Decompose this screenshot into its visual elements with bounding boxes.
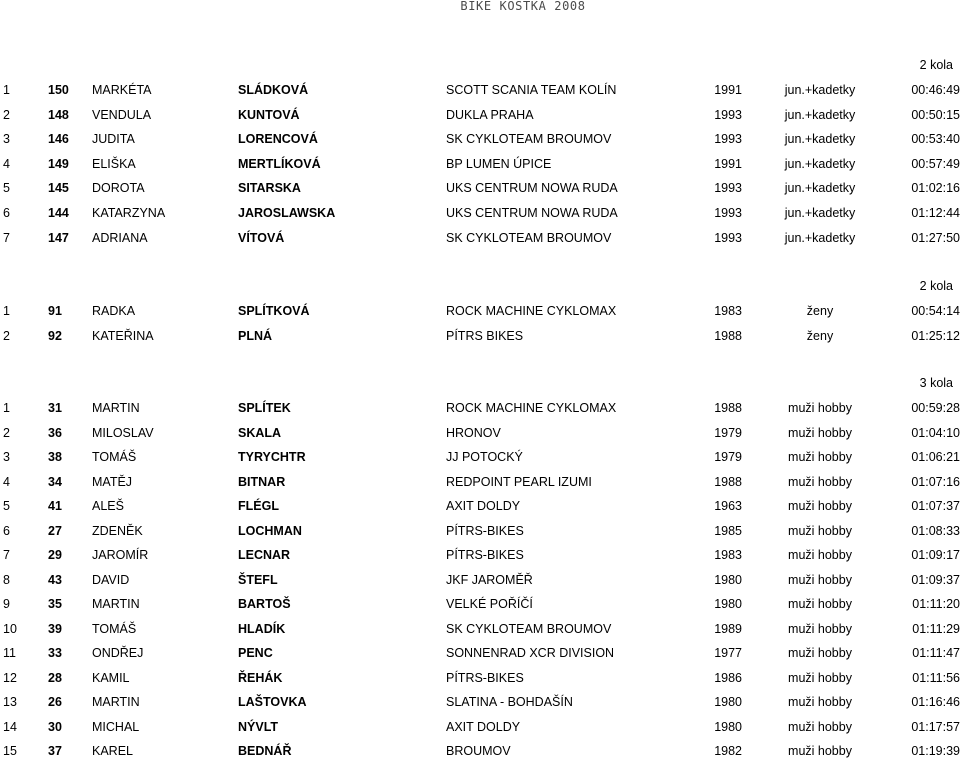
birth-year-cell: 1979 — [714, 425, 742, 440]
first-name-cell: JUDITA — [92, 132, 135, 147]
first-name-cell: RADKA — [92, 304, 136, 318]
table-row — [0, 107, 960, 123]
table-row — [0, 180, 960, 196]
team-cell: SCOTT SCANIA TEAM KOLÍN — [446, 83, 617, 97]
table-row — [0, 621, 960, 637]
birth-year-cell: 1993 — [714, 206, 742, 220]
last-name-cell: BEDNÁŘ — [238, 744, 292, 758]
first-name-cell: JAROMÍR — [92, 548, 149, 562]
section-laps-label: 3 kola — [919, 376, 953, 390]
team-cell: ROCK MACHINE CYKLOMAX — [446, 304, 617, 318]
time-cell: 01:07:16 — [911, 474, 960, 489]
time-cell: 00:59:28 — [911, 401, 960, 415]
rank-cell: 9 — [3, 597, 10, 611]
team-cell: SK CYKLOTEAM BROUMOV — [446, 230, 612, 245]
last-name-cell: SPLÍTEK — [238, 401, 291, 415]
start-number-cell: 33 — [48, 646, 62, 660]
birth-year-cell: 1980 — [714, 597, 742, 611]
rank-cell: 7 — [3, 230, 10, 245]
page-title: BIKE KOSTKA 2008 — [460, 0, 586, 13]
rank-cell: 3 — [3, 132, 10, 147]
start-number-cell: 146 — [48, 132, 69, 147]
rank-cell: 4 — [3, 156, 10, 171]
time-cell: 01:17:57 — [911, 719, 960, 734]
table-row — [0, 596, 960, 612]
start-number-cell: 34 — [48, 474, 62, 489]
team-cell: UKS CENTRUM NOWA RUDA — [446, 181, 618, 196]
last-name-cell: LORENCOVÁ — [238, 132, 318, 147]
first-name-cell: KATEŘINA — [92, 328, 154, 343]
birth-year-cell: 1982 — [714, 744, 742, 758]
category-cell: muži hobby — [788, 425, 852, 440]
table-row — [0, 474, 960, 490]
table-row — [0, 400, 960, 416]
rank-cell: 1 — [3, 401, 10, 415]
category-cell: jun.+kadetky — [784, 132, 856, 147]
category-cell: muži hobby — [788, 499, 852, 513]
last-name-cell: FLÉGL — [238, 499, 279, 513]
team-cell: JKF JAROMĚŘ — [446, 572, 533, 587]
rank-cell: 2 — [3, 328, 10, 343]
time-cell: 01:11:29 — [912, 621, 960, 636]
table-row — [0, 449, 960, 465]
last-name-cell: LAŠTOVKA — [238, 695, 307, 709]
table-row — [0, 645, 960, 661]
last-name-cell: SPLÍTKOVÁ — [238, 304, 310, 318]
time-cell: 01:25:12 — [911, 328, 960, 343]
last-name-cell: PENC — [238, 646, 273, 660]
start-number-cell: 91 — [48, 304, 62, 318]
first-name-cell: ELIŠKA — [92, 156, 136, 171]
team-cell: PÍTRS-BIKES — [446, 523, 524, 538]
start-number-cell: 29 — [48, 548, 62, 562]
rank-cell: 6 — [3, 523, 10, 538]
first-name-cell: MICHAL — [92, 719, 140, 734]
category-cell: jun.+kadetky — [784, 83, 856, 97]
rank-cell: 6 — [3, 206, 10, 220]
first-name-cell: MARTIN — [92, 401, 140, 415]
table-row — [0, 156, 960, 172]
rank-cell: 15 — [3, 744, 17, 758]
table-row — [0, 572, 960, 588]
table-row — [0, 230, 960, 246]
team-cell: HRONOV — [446, 425, 501, 440]
birth-year-cell: 1977 — [714, 646, 742, 660]
time-cell: 01:19:39 — [911, 744, 960, 758]
rank-cell: 2 — [3, 107, 10, 122]
team-cell: REDPOINT PEARL IZUMI — [446, 474, 592, 489]
first-name-cell: KATARZYNA — [92, 206, 166, 220]
category-cell: jun.+kadetky — [784, 181, 856, 196]
team-cell: SK CYKLOTEAM BROUMOV — [446, 132, 612, 147]
start-number-cell: 31 — [48, 401, 62, 415]
category-cell: muži hobby — [788, 744, 852, 758]
team-cell: SLATINA - BOHDAŠÍN — [446, 695, 573, 709]
first-name-cell: TOMÁŠ — [92, 621, 137, 636]
rank-cell: 13 — [3, 695, 17, 709]
birth-year-cell: 1986 — [714, 670, 742, 685]
category-cell: ženy — [806, 328, 834, 343]
first-name-cell: ZDENĚK — [92, 523, 143, 538]
team-cell: BROUMOV — [446, 744, 511, 758]
rank-cell: 10 — [3, 621, 17, 636]
first-name-cell: DAVID — [92, 572, 130, 587]
birth-year-cell: 1988 — [714, 474, 742, 489]
first-name-cell: VENDULA — [92, 107, 152, 122]
last-name-cell: HLADÍK — [238, 621, 286, 636]
team-cell: AXIT DOLDY — [446, 719, 521, 734]
start-number-cell: 30 — [48, 719, 62, 734]
last-name-cell: LECNAR — [238, 548, 291, 562]
time-cell: 00:46:49 — [911, 83, 960, 97]
last-name-cell: SITARSKA — [238, 181, 301, 196]
first-name-cell: ADRIANA — [92, 230, 148, 245]
time-cell: 00:54:14 — [911, 304, 960, 318]
category-cell: muži hobby — [788, 523, 852, 538]
category-cell: jun.+kadetky — [784, 230, 856, 245]
last-name-cell: MERTLÍKOVÁ — [238, 156, 321, 171]
birth-year-cell: 1980 — [714, 695, 742, 709]
section-laps-label: 2 kola — [919, 279, 953, 293]
rank-cell: 5 — [3, 499, 10, 513]
category-cell: muži hobby — [788, 401, 852, 415]
birth-year-cell: 1991 — [714, 156, 742, 171]
first-name-cell: TOMÁŠ — [92, 450, 137, 464]
first-name-cell: KAREL — [92, 744, 133, 758]
category-cell: ženy — [806, 304, 834, 318]
first-name-cell: MARKÉTA — [92, 83, 152, 97]
first-name-cell: DOROTA — [92, 181, 145, 196]
table-row — [0, 670, 960, 686]
time-cell: 01:11:20 — [912, 597, 960, 611]
start-number-cell: 35 — [48, 597, 62, 611]
start-number-cell: 145 — [48, 181, 69, 196]
start-number-cell: 144 — [48, 206, 69, 220]
last-name-cell: PLNÁ — [238, 328, 273, 343]
table-row — [0, 719, 960, 735]
team-cell: PÍTRS BIKES — [446, 328, 524, 343]
section-laps-label: 2 kola — [919, 58, 953, 72]
time-cell: 01:09:37 — [911, 572, 960, 587]
table-row — [0, 82, 960, 98]
rank-cell: 7 — [3, 548, 10, 562]
team-cell: VELKÉ POŘÍČÍ — [446, 597, 533, 611]
time-cell: 01:11:47 — [912, 646, 960, 660]
birth-year-cell: 1989 — [714, 621, 742, 636]
time-cell: 01:07:37 — [911, 499, 960, 513]
table-row — [0, 425, 960, 441]
rank-cell: 14 — [3, 719, 17, 734]
rank-cell: 2 — [3, 425, 10, 440]
team-cell: ROCK MACHINE CYKLOMAX — [446, 401, 617, 415]
last-name-cell: ŘEHÁK — [238, 670, 283, 685]
team-cell: UKS CENTRUM NOWA RUDA — [446, 206, 618, 220]
last-name-cell: KUNTOVÁ — [238, 107, 300, 122]
rank-cell: 12 — [3, 670, 17, 685]
category-cell: muži hobby — [788, 548, 852, 562]
start-number-cell: 150 — [48, 83, 69, 97]
category-cell: muži hobby — [788, 474, 852, 489]
time-cell: 01:12:44 — [911, 206, 960, 220]
start-number-cell: 26 — [48, 695, 62, 709]
start-number-cell: 41 — [48, 499, 62, 513]
time-cell: 01:11:56 — [912, 670, 960, 685]
category-cell: jun.+kadetky — [784, 206, 856, 220]
first-name-cell: MATĚJ — [92, 474, 133, 489]
time-cell: 00:50:15 — [911, 107, 960, 122]
birth-year-cell: 1993 — [714, 132, 742, 147]
table-row — [0, 328, 960, 344]
start-number-cell: 27 — [48, 523, 62, 538]
time-cell: 01:06:21 — [911, 450, 960, 464]
table-row — [0, 694, 960, 710]
first-name-cell: KAMIL — [92, 670, 130, 685]
first-name-cell: MILOSLAV — [92, 425, 154, 440]
time-cell: 01:27:50 — [911, 230, 960, 245]
team-cell: SK CYKLOTEAM BROUMOV — [446, 621, 612, 636]
birth-year-cell: 1993 — [714, 230, 742, 245]
rank-cell: 5 — [3, 181, 10, 196]
time-cell: 00:57:49 — [911, 156, 960, 171]
table-row — [0, 547, 960, 563]
table-row — [0, 205, 960, 221]
start-number-cell: 39 — [48, 621, 62, 636]
rank-cell: 11 — [3, 646, 16, 660]
birth-year-cell: 1983 — [714, 548, 742, 562]
category-cell: muži hobby — [788, 695, 852, 709]
team-cell: PÍTRS-BIKES — [446, 670, 524, 685]
time-cell: 00:53:40 — [911, 132, 960, 147]
start-number-cell: 28 — [48, 670, 62, 685]
last-name-cell: LOCHMAN — [238, 523, 302, 538]
last-name-cell: NÝVLT — [238, 719, 279, 734]
last-name-cell: VÍTOVÁ — [238, 230, 285, 245]
birth-year-cell: 1993 — [714, 181, 742, 196]
birth-year-cell: 1979 — [714, 450, 742, 464]
birth-year-cell: 1988 — [714, 401, 742, 415]
table-row — [0, 303, 960, 319]
last-name-cell: TYRYCHTR — [238, 450, 306, 464]
last-name-cell: ŠTEFL — [238, 572, 278, 587]
start-number-cell: 149 — [48, 156, 69, 171]
category-cell: muži hobby — [788, 450, 852, 464]
rank-cell: 1 — [3, 304, 10, 318]
rank-cell: 8 — [3, 572, 10, 587]
team-cell: BP LUMEN ÚPICE — [446, 156, 552, 171]
first-name-cell: MARTIN — [92, 597, 140, 611]
team-cell: SONNENRAD XCR DIVISION — [446, 646, 615, 660]
last-name-cell: SLÁDKOVÁ — [238, 83, 309, 97]
category-cell: muži hobby — [788, 670, 852, 685]
last-name-cell: BITNAR — [238, 474, 286, 489]
category-cell: jun.+kadetky — [784, 107, 856, 122]
first-name-cell: ONDŘEJ — [92, 646, 144, 660]
first-name-cell: MARTIN — [92, 695, 140, 709]
table-row — [0, 743, 960, 759]
category-cell: muži hobby — [788, 597, 852, 611]
birth-year-cell: 1980 — [714, 572, 742, 587]
rank-cell: 1 — [3, 83, 10, 97]
table-row — [0, 523, 960, 539]
start-number-cell: 37 — [48, 744, 62, 758]
time-cell: 01:04:10 — [911, 425, 960, 440]
start-number-cell: 38 — [48, 450, 62, 464]
team-cell: PÍTRS-BIKES — [446, 548, 524, 562]
category-cell: jun.+kadetky — [784, 156, 856, 171]
last-name-cell: JAROSLAWSKA — [238, 206, 336, 220]
birth-year-cell: 1983 — [714, 304, 742, 318]
team-cell: AXIT DOLDY — [446, 499, 521, 513]
category-cell: muži hobby — [788, 572, 852, 587]
time-cell: 01:09:17 — [911, 548, 960, 562]
start-number-cell: 148 — [48, 107, 69, 122]
rank-cell: 3 — [3, 450, 10, 464]
time-cell: 01:08:33 — [911, 523, 960, 538]
team-cell: JJ POTOCKÝ — [446, 450, 523, 464]
birth-year-cell: 1980 — [714, 719, 742, 734]
category-cell: muži hobby — [788, 719, 852, 734]
birth-year-cell: 1991 — [714, 83, 742, 97]
start-number-cell: 36 — [48, 425, 62, 440]
table-row — [0, 498, 960, 514]
first-name-cell: ALEŠ — [92, 499, 124, 513]
start-number-cell: 92 — [48, 328, 62, 343]
table-row — [0, 131, 960, 147]
category-cell: muži hobby — [788, 646, 852, 660]
birth-year-cell: 1988 — [714, 328, 742, 343]
category-cell: muži hobby — [788, 621, 852, 636]
birth-year-cell: 1963 — [714, 499, 742, 513]
start-number-cell: 147 — [48, 230, 69, 245]
last-name-cell: BARTOŠ — [238, 597, 291, 611]
time-cell: 01:16:46 — [911, 695, 960, 709]
start-number-cell: 43 — [48, 572, 62, 587]
rank-cell: 4 — [3, 474, 10, 489]
birth-year-cell: 1985 — [714, 523, 742, 538]
time-cell: 01:02:16 — [911, 181, 960, 196]
team-cell: DUKLA PRAHA — [446, 107, 534, 122]
last-name-cell: SKALA — [238, 425, 282, 440]
birth-year-cell: 1993 — [714, 107, 742, 122]
